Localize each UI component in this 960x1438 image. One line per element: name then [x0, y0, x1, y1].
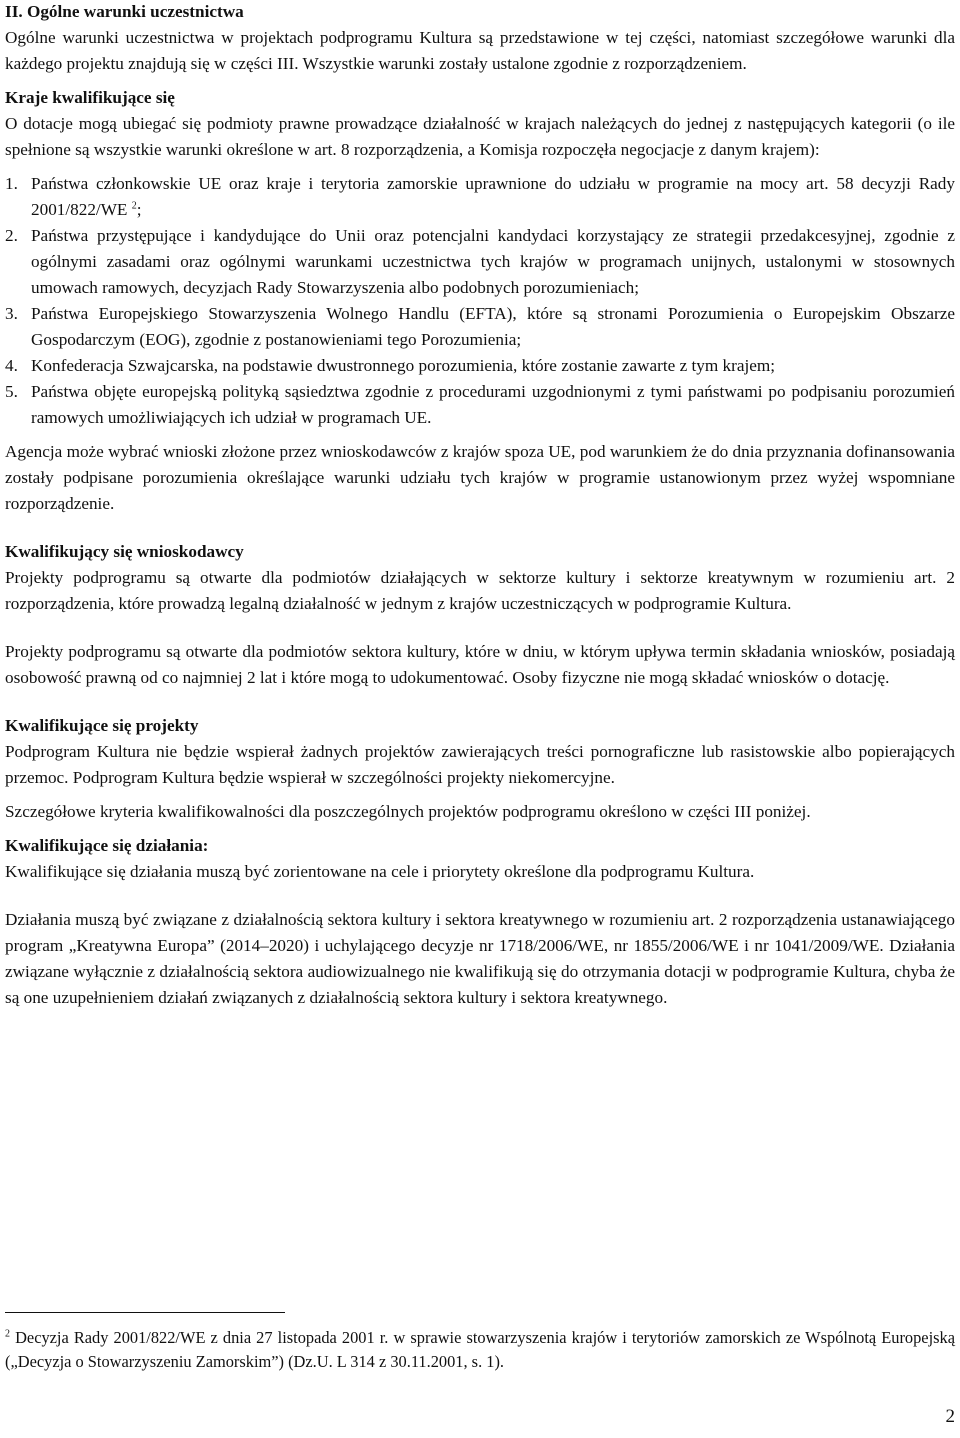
list-item — [5, 379, 955, 431]
list-item-number: 3. — [5, 304, 18, 323]
projects-paragraph-1: Podprogram Kultura nie będzie wspierał żadnych projektów zawierających treści pornograficzne lub rasistowskie albo popierających przemoc. Podprogram Kultura będzie wspierał w szczególności projekty niekomercyjne. — [5, 742, 955, 787]
list-item-number: 2. — [5, 226, 18, 245]
list-item-number: 5. — [5, 382, 18, 401]
page-number: 2 — [945, 1406, 955, 1427]
list-item-punct: ; — [136, 200, 142, 219]
list-item-text: Państwa Europejskiego Stowarzyszenia Wolnego Handlu (EFTA), które są stronami Porozumienia o Europejskim Obszarze Gospodarczym (EOG), zgodnie z postanowieniami tego Porozumienia; — [31, 304, 955, 349]
footnote-text: Decyzja Rady 2001/822/WE z dnia 27 listopada 2001 r. w sprawie stowarzyszenia krajów i terytoriów zamorskich ze Wspólnotą Europejską („Decyzja o Stowarzyszeniu Zamorskim”) (Dz.U. L 314 z 30.11.2001, s. 1). — [5, 1328, 955, 1371]
activities-paragraph-2: Działania muszą być związane z działalnością sektora kultury i sektora kreatywnego w rozumieniu art. 2 rozporządzenia ustanawiającego program „Kreatywna Europa” (2014–2020) i uchylającego decyzje nr 1718/2006/WE, nr 1855/2006/WE i nr 1041/2009/WE. Działania związane wyłącznie z działalnością sektora audiowizualnego nie kwalifikują się do otrzymania dotacji w podprogramie Kultura, chyba że są one uzupełnieniem działań związanych z działalnością sektora kultury i sektora kreatywnego. — [5, 910, 955, 1007]
document-page — [5, 0, 955, 1011]
agency-note: Agencja może wybrać wnioski złożone przez wnioskodawców z krajów spoza UE, pod warunkiem że do dnia przyznania dofinansowania zostały podpisane porozumienia określające warunki udziału tych krajów w programie ustanowionym przez wyżej wspomniane rozporządzenie. — [5, 442, 955, 513]
list-item — [5, 301, 955, 353]
countries-list — [5, 171, 955, 431]
section-intro: Ogólne warunki uczestnictwa w projektach podprogramu Kultura są przedstawione w tej części, natomiast szczegółowe warunki dla każdego projektu znajdują się w części III. Wszystkie warunki zostały ustalone zgodnie z rozporządzeniem. — [5, 28, 955, 73]
applicants-heading: Kwalifikujący się wnioskodawcy — [5, 542, 244, 561]
list-item — [5, 353, 955, 379]
list-item-body: Państwa członkowskie UE oraz kraje i terytoria zamorskie uprawnione do udziału w programie na mocy art. 58 decyzji Rady 2001/822/WE — [31, 174, 955, 219]
activities-heading: Kwalifikujące się działania: — [5, 836, 209, 855]
list-item-text — [31, 171, 955, 223]
projects-paragraph-2: Szczegółowe kryteria kwalifikowalności dla poszczególnych projektów podprogramu określono w części III poniżej. — [5, 802, 811, 821]
countries-intro: O dotacje mogą ubiegać się podmioty prawne prowadzące działalność w krajach należących do jednej z następujących kategorii (o ile spełnione są wszystkie warunki określone w art. 8 rozporządzenia, a Komisja rozpoczęła negocjacje z danym krajem): — [5, 114, 955, 159]
activities-paragraph-1: Kwalifikujące się działania muszą być zorientowane na cele i priorytety określone dla podprogramu Kultura. — [5, 862, 755, 881]
list-item-number: 1. — [5, 174, 18, 193]
list-item-text: Państwa objęte europejską polityką sąsiedztwa zgodnie z procedurami uzgodnionymi z tymi państwami po podpisaniu porozumień ramowych umożliwiających ich udział w programach UE. — [31, 382, 955, 427]
list-item-number: 4. — [5, 356, 18, 375]
countries-heading: Kraje kwalifikujące się — [5, 88, 175, 107]
list-item — [5, 171, 955, 223]
section-title: II. Ogólne warunki uczestnictwa — [5, 2, 244, 21]
footnote-divider — [5, 1312, 285, 1313]
footnote-ref[interactable]: 2 — [131, 200, 137, 212]
projects-heading: Kwalifikujące się projekty — [5, 716, 199, 735]
list-item-text: Państwa przystępujące i kandydujące do Unii oraz potencjalni kandydaci korzystający ze strategii przedakcesyjnej, zgodnie z ogólnymi zasadami oraz ogólnymi warunkami uczestnictwa tych krajów w programach unijnych, ustalonymi w stosownych umowach ramowych, decyzjach Rady Stowarzyszenia albo podobnych porozumieniach; — [31, 226, 955, 297]
list-item — [5, 223, 955, 301]
applicants-paragraph-2: Projekty podprogramu są otwarte dla podmiotów sektora kultury, które w dniu, w którym upływa termin składania wniosków, posiadają osobowość prawną od co najmniej 2 lat i które mogą to udokumentować. Osoby fizyczne nie mogą składać wniosków o dotację. — [5, 642, 955, 687]
footnote — [5, 1326, 955, 1374]
footnote-marker: 2 — [5, 1328, 10, 1340]
list-item-text: Konfederacja Szwajcarska, na podstawie dwustronnego porozumienia, które zostanie zawarte z tym krajem; — [31, 356, 776, 375]
applicants-paragraph-1: Projekty podprogramu są otwarte dla podmiotów działających w sektorze kultury i sektorze kreatywnym w rozumieniu art. 2 rozporządzenia, które prowadzą legalną działalność w jednym z krajów uczestniczących w podprogramie Kultura. — [5, 568, 955, 613]
